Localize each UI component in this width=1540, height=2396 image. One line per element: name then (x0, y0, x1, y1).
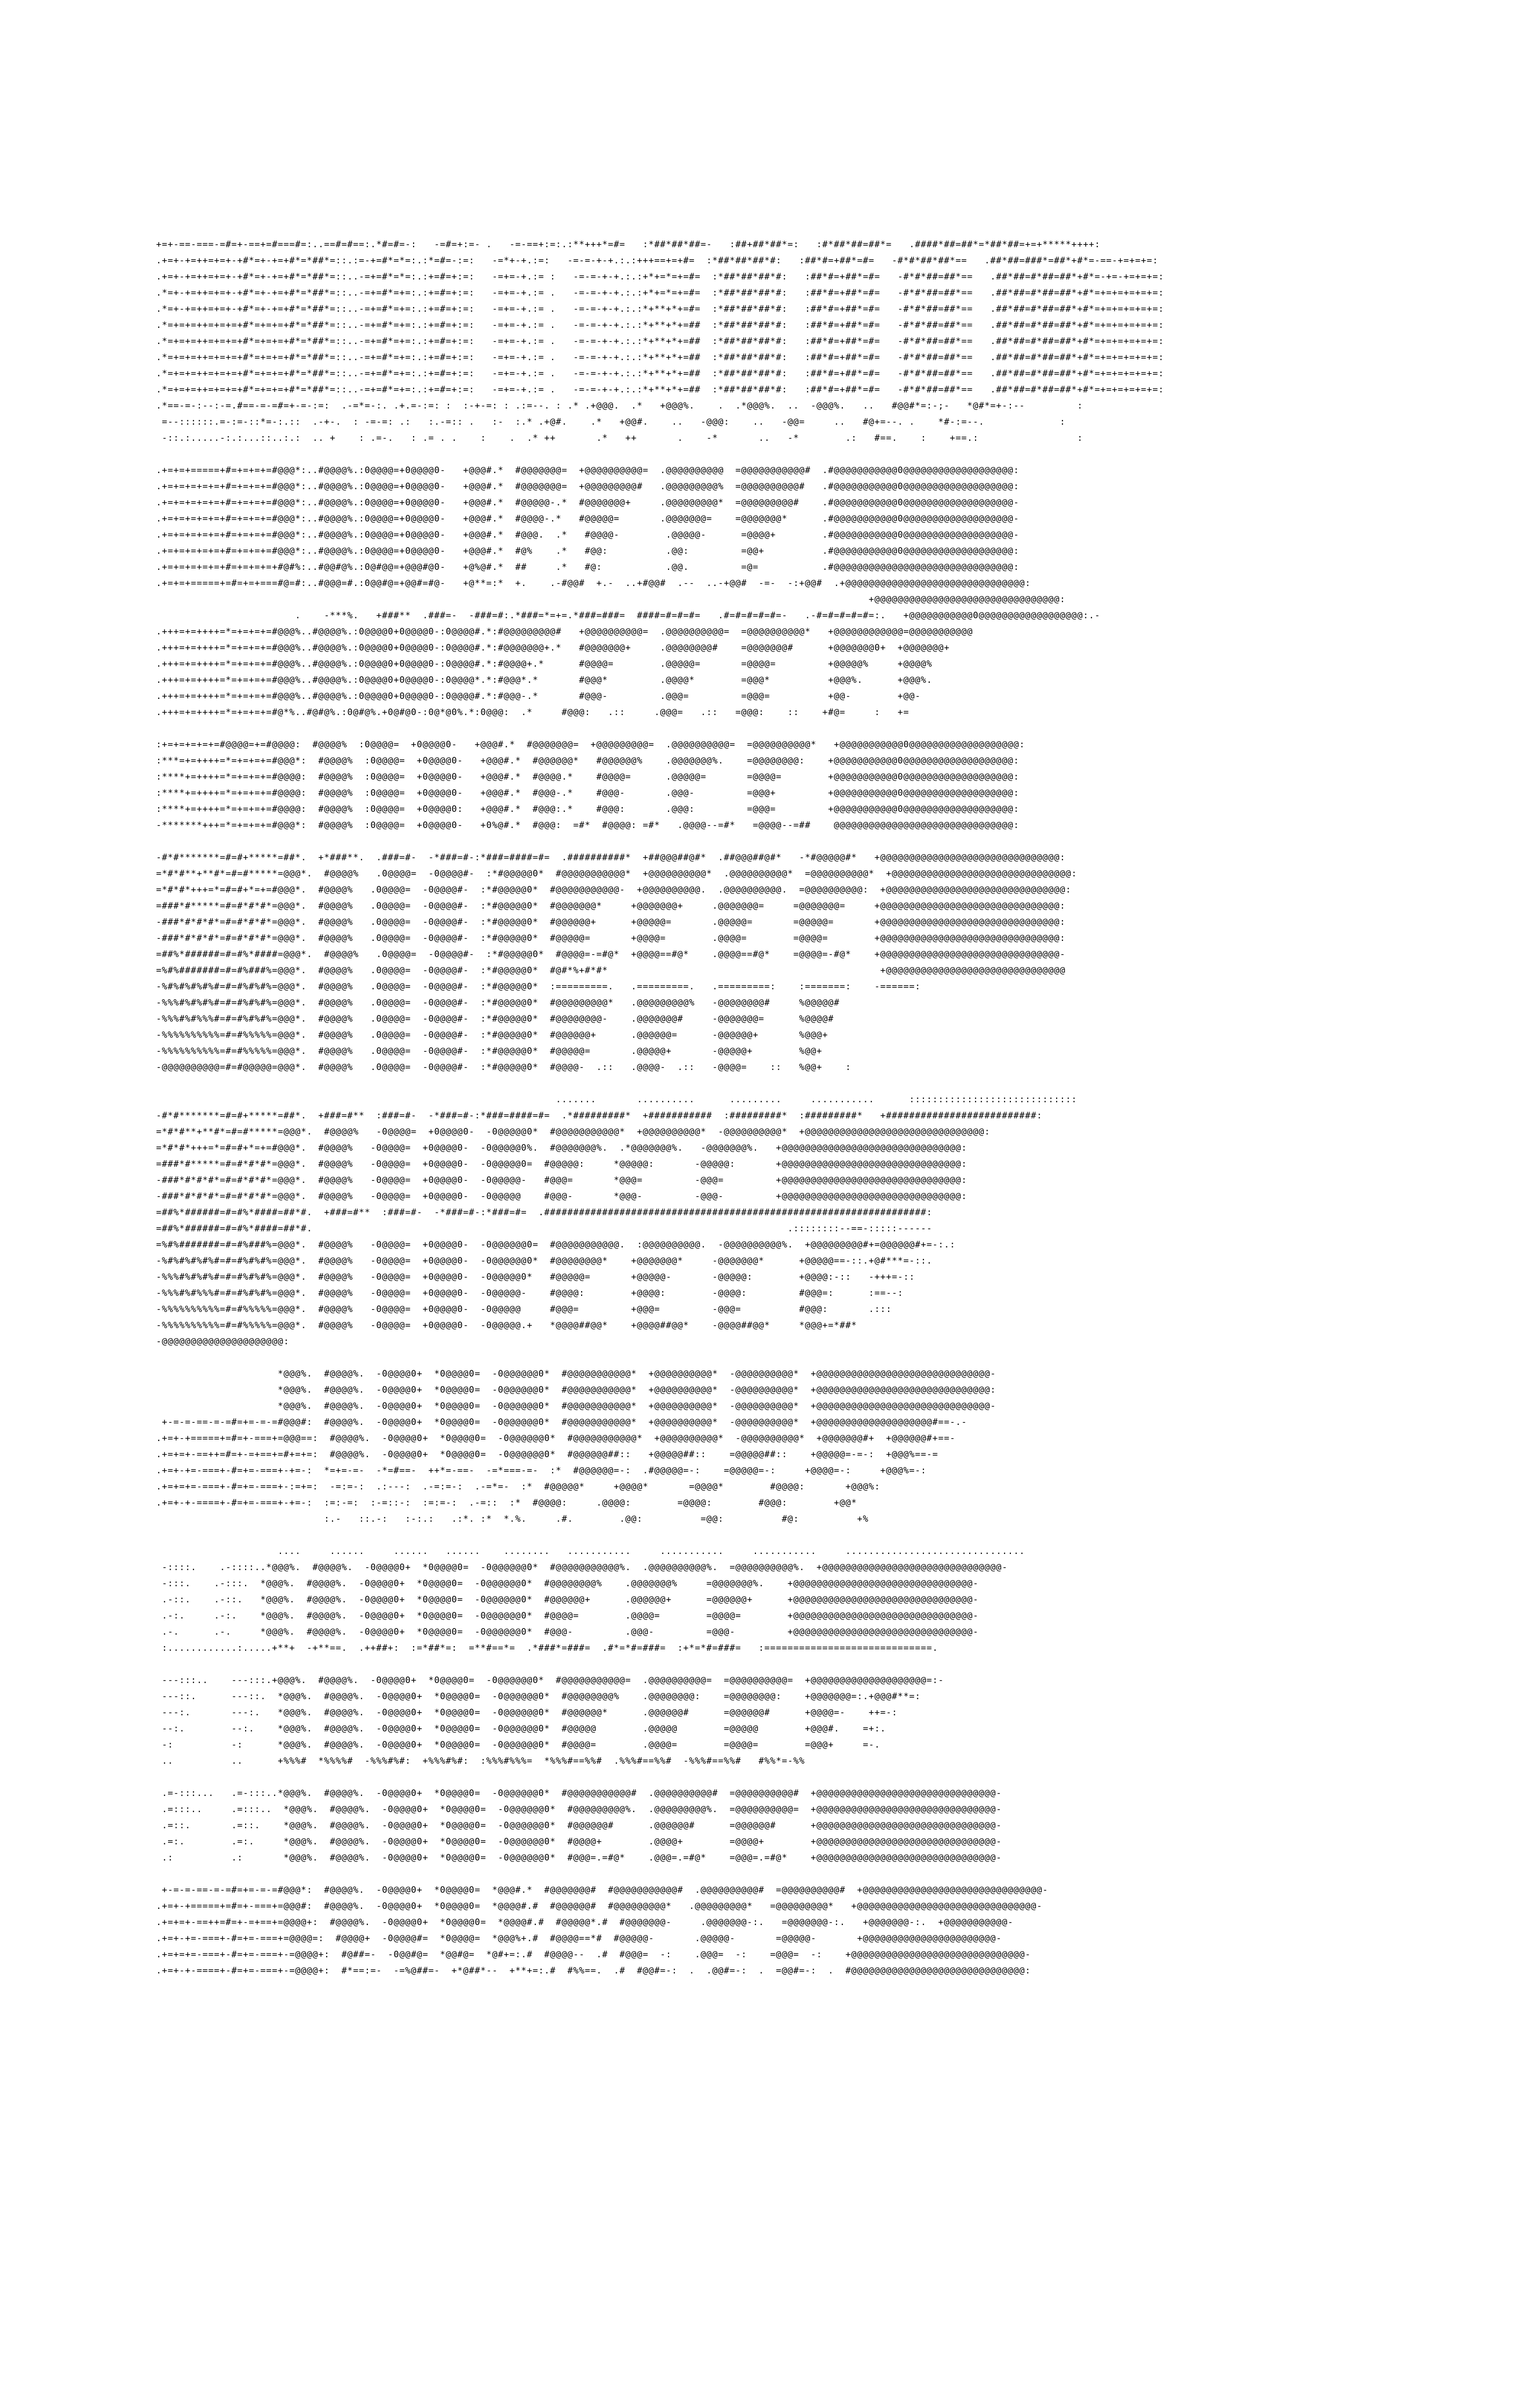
art-line: -%%%#%#%%%#=#=#%#%#%=@@@*. #@@@@% -0@@@@= +0@@@@0- -0@@@@@- #@@@@: +@@@@: -@@@@: #@@@=: :==--: (156, 1288, 904, 1298)
art-block (156, 1544, 1405, 1769)
art-line: *@@@%. #@@@@%. -0@@@@0+ *0@@@@0= -0@@@@@@0* #@@@@@@@@@@@* +@@@@@@@@@@* -@@@@@@@@@@* +@@@@@@@@@@@@@@@@@@@@@@@@@@@@@@- (156, 1401, 996, 1411)
art-line: .+=+=+-==++=#=+-=+==+=@@@@+: #@@@@%. -0@@@@0+ *0@@@@0= *@@@@#.# #@@@@@*.# #@@@@@@@- .@@@@@@@-:. =@@@@@@@-:. +@@@@@@@-:. +@@@@@@@@@@@- (156, 1917, 1013, 1928)
art-line: ....... .......... ......... ........... ::::::::::::::::::::::::::::: (156, 1094, 1077, 1105)
art-gap (156, 721, 1405, 737)
art-line: -%#%#%#%#%#=#=#%#%#%=@@@*. #@@@@% .0@@@@= -0@@@@#- :*#@@@@@0* :=========. .=========. .=========: :=======: -======: (156, 982, 921, 992)
art-line: *@@@%. #@@@@%. -0@@@@0+ *0@@@@0= -0@@@@@@0* #@@@@@@@@@@@* +@@@@@@@@@@* -@@@@@@@@@@* +@@@@@@@@@@@@@@@@@@@@@@@@@@@@@@: (156, 1385, 996, 1395)
art-line: .+++=+=++++=*=+=+=+=#@*%..#@#@%.:0@#@%.+0@#@0-:0@*@0%.*:0@@@: .* #@@@: .:: .@@@= .:: =@@@: :: +#@= : += (156, 707, 909, 718)
ascii-art (156, 237, 1405, 1979)
art-line: .=:::.. .=:::.. *@@@%. #@@@@%. -0@@@@0+ *0@@@@0= -0@@@@@@0* #@@@@@@@@@%. .@@@@@@@@@%. =@@@@@@@@@@= +@@@@@@@@@@@@@@@@@@@@@@@@@@@@@@@- (156, 1804, 1002, 1815)
art-line: .*=+=+=++=+=+=+#*=+=+=+#*=*##*=::..-=+=#*=+=:.:+=#=+:=: -=+=-+.:= . -=-=-+-+.:.:*+**+*+=## :*##*##*##*#: :##*#=+##*=#= -#*#*##=##*== .##*##=#*##=##*+#*=+=+=+=+=+=: (156, 385, 1164, 395)
art-line: .: .: *@@@%. #@@@@%. -0@@@@0+ *0@@@@0= -0@@@@@@0* #@@@=.=#@* .@@@=.=#@* =@@@=.=#@* +@@@@@@@@@@@@@@@@@@@@@@@@@@@@@@@- (156, 1853, 1002, 1863)
art-block (156, 850, 1405, 1076)
art-line: +-=-=-==-=-=#=+=-=-=#@@@*: #@@@@%. -0@@@@0+ *0@@@@0= *@@@#.* #@@@@@@@# #@@@@@@@@@@@# .@@@@@@@@@@# =@@@@@@@@@@# +@@@@@@@@@@@@@@@@@@@@@@@@@@@@@@@- (156, 1885, 1048, 1895)
art-line: -#*#*******=#=#+*****=##*. +*###**. .###=#- -*###=#-:*###=####=#= .##########* +##@@@##@#* .##@@@##@#* -*#@@@@@#* +@@@@@@@@@@@@@@@@@@@@@@@@@@@@@@@: (156, 852, 1066, 863)
art-gap (156, 447, 1405, 463)
art-line: .-:. .-:. *@@@%. #@@@@%. -0@@@@0+ *0@@@@0= -0@@@@@@0* #@@@@= .@@@@= =@@@@= +@@@@@@@@@@@@@@@@@@@@@@@@@@@@@@@- (156, 1611, 979, 1621)
art-line: .*==-=-:--:-=.#==-=-=#=+-=-:=: .-=*=-:. .+.=-:=: : :-+-=: : .:=--. : .* .+@@@. .* +@@@%. . .*@@@%. .. -@@@%. .. #@@#*=:-;- *@#*=+-:-- : (156, 401, 1083, 411)
art-line: :****+=++++=*=+=+=+=#@@@@: #@@@@% :0@@@@= +0@@@@0- +@@@#.* #@@@@.* #@@@@= .@@@@@= =@@@@= +@@@@@@@@@@@0@@@@@@@@@@@@@@@@@@@: (156, 772, 1020, 782)
art-gap (156, 1866, 1405, 1882)
art-line: -%%%#%#%#%#=#=#%#%#%=@@@*. #@@@@% -0@@@@= +0@@@@0- -0@@@@@0* #@@@@@= +@@@@@- -@@@@@: +@@@@:-:: -+++=-:: (156, 1272, 915, 1282)
art-line: .+++=+=++++=*=+=+=+=#@@@%..#@@@@%.:0@@@@0+0@@@@0-:0@@@@#.*:#@@@@+.* #@@@@= .@@@@@= =@@@@= +@@@@@% +@@@@% (156, 659, 933, 669)
art-line: .-. .-. *@@@%. #@@@@%. -0@@@@0+ *0@@@@0= -0@@@@@@0* #@@@- .@@@- =@@@- +@@@@@@@@@@@@@@@@@@@@@@@@@@@@@@@- (156, 1627, 979, 1637)
art-line: .=-:::... .=-:::..*@@@%. #@@@@%. -0@@@@0+ *0@@@@0= -0@@@@@@0* #@@@@@@@@@@@# .@@@@@@@@@@# =@@@@@@@@@@# +@@@@@@@@@@@@@@@@@@@@@@@@@@@@@@@- (156, 1788, 1002, 1799)
art-line: .+++=+=++++=*=+=+=+=#@@@%..#@@@@%.:0@@@@0+0@@@@0-:0@@@@#.*:#@@@-.* #@@@- .@@@= =@@@= +@@- +@@- (156, 691, 921, 702)
art-block (156, 237, 1405, 447)
art-line: -%%%#%#%#%#=#=#%#%#%=@@@*. #@@@@% .0@@@@= -0@@@@#- :*#@@@@@0* #@@@@@@@@@* .@@@@@@@@@% -@@@@@@@@# %@@@@@# (156, 998, 840, 1008)
art-line: -%%%%%%%%%%=#=#%%%%%=@@@*. #@@@@% -0@@@@= +0@@@@0- -0@@@@@.+ *@@@@##@@* +@@@@##@@* -@@@@##@@* *@@@+=*##* (156, 1320, 857, 1331)
art-line: =###*#*****=#=#*#*#*=@@@*. #@@@@% -0@@@@= +0@@@@0- -0@@@@@0= #@@@@@: *@@@@@: -@@@@@: +@@@@@@@@@@@@@@@@@@@@@@@@@@@@@@@: (156, 1159, 967, 1169)
art-line: -#*#*******=#=#+*****=##*. +###=#** :###=#- -*###=#-:*###=####=#= .*#########* +########### :#########* :#########* +##########################: (156, 1111, 1043, 1121)
art-line (156, 1656, 1405, 1673)
art-line: .+=+=+=+=+=+#=+=+=+=#@@@*:..#@@@@%.:0@@@@=+0@@@@0- +@@@#.* #@@@@-.* #@@@@@= .@@@@@@@= =@@@@@@@* .#@@@@@@@@@@@0@@@@@@@@@@@@@@@@@@@- (156, 514, 1020, 524)
art-block (156, 1786, 1405, 1866)
art-line: =##%*######=#=#%*####=##*#. +###=#** :###=#- -*###=#-:*###=#= .##################################################################: (156, 1207, 933, 1218)
art-line: -###*#*#*#*=#=#*#*#*=@@@*. #@@@@% -0@@@@= +0@@@@0- -0@@@@@- #@@@= *@@@= -@@@= +@@@@@@@@@@@@@@@@@@@@@@@@@@@@@@@: (156, 1175, 967, 1186)
art-line: :............:.....+**+ -+**==. .++##+: :=*##*=: =**#==*= .*###*=###= .#*=*#=###= :+*=*#=###= :=============================. (156, 1643, 939, 1653)
art-line: .*=+=+=++=+=+=+#*=+=+=+#*=*##*=::..-=+=#*=+=:.:+=#=+:=: -=+=-+.:= . -=-=-+-+.:.:*+**+*+=## :*##*##*##*#: :##*#=+##*=#= -#*#*##=##*== .##*##=#*##=##*+#*=+=+=+=+=+=: (156, 352, 1164, 363)
art-gap (156, 1527, 1405, 1544)
art-gap (156, 1350, 1405, 1366)
art-line: +-=-=-==-=-=#=+=-=-=#@@@#: #@@@@%. -0@@@@0+ *0@@@@0= -0@@@@@@0* #@@@@@@@@@@@* +@@@@@@@@@@* -@@@@@@@@@@* +@@@@@@@@@@@@@@@@@@@@#==-.- (156, 1417, 967, 1428)
art-line: .*=+-+=++=+=+-+#*=+-+=+#*=*##*=::..-=+=#*=+=:.:+=#=+:=: -=+=-+.:= . -=-=-+-+.:.:*+**+*+=#= :*##*##*##*#: :##*#=+##*=#= -#*#*##=##*== .##*##=#*##=##*+#*=+=+=+=+=+=: (156, 304, 1164, 314)
art-line: .+=+-+-====+-#=+=-===+-+=-: :=:-=: :-=::-: :=:=-: .-=:: :* #@@@@: .@@@@: =@@@@: #@@@: +@@* (156, 1498, 857, 1508)
art-gap (156, 1769, 1405, 1786)
art-line: .+=+=+=+=+=+#=+=+=+=#@@@*:..#@@@@%.:0@@@@=+0@@@@0- +@@@#.* #@@@@@@@= +@@@@@@@@@# .@@@@@@@@@% =@@@@@@@@@@# .#@@@@@@@@@@@0@@@@@@@@@@@@@@@@@@@: (156, 481, 1020, 492)
art-line: +=+-==-===-=#=+-==+=#===#=:..==#=#==:.*#=#=-: -=#=+:=- . -=-==+:=:.:**+++*=#= :*##*##*##=- :##+##*##*=: :#*##*##=##*= .####*##=##*=*##*##=+=+*****++++: (156, 239, 1100, 250)
art-line: .+=+=+=====+#=+=+=+=#@@@*:..#@@@@%.:0@@@@=+0@@@@0- +@@@#.* #@@@@@@@= +@@@@@@@@@@= .@@@@@@@@@@ =@@@@@@@@@@@# .#@@@@@@@@@@@0@@@@@@@@@@@@@@@@@@@: (156, 465, 1020, 476)
art-line: -: -: *@@@%. #@@@@%. -0@@@@0+ *0@@@@0= -0@@@@@@0* #@@@@= .@@@@= =@@@@= =@@@+ =-. (156, 1740, 880, 1750)
art-line: =%#%#######=#=#%###%=@@@*. #@@@@% .0@@@@= -0@@@@#- :*#@@@@@0* #@#*%+#*#* +@@@@@@@@@@@@@@@@@@@@@@@@@@@@@@@ (156, 965, 1066, 976)
art-line: :.- ::.-: :-:.: .:*. :* *.%. .#. .@@: =@@: #@: +% (156, 1514, 869, 1524)
art-line: .+=+-+=====+=#=+-===+=@@@#: #@@@@%. -0@@@@0+ *0@@@@0= *@@@@#.# #@@@@@@# #@@@@@@@@@* .@@@@@@@@@* =@@@@@@@@@* +@@@@@@@@@@@@@@@@@@@@@@@@@@@@@@@- (156, 1901, 1043, 1911)
art-line: . -***%. +###** .###=- -###=#:.*###=*=+=.*###=###= ####=#=#=#= .#=#=#=#=#=- .-#=#=#=#=#=:. +@@@@@@@@@@@0@@@@@@@@@@@@@@@@@@:.- (156, 610, 1100, 621)
art-line: -@@@@@@@@@@@@@@@@@@@@@: (156, 1336, 290, 1347)
art-line: =###*#*****=#=#*#*#*=@@@*. #@@@@% .0@@@@= -0@@@@#- :*#@@@@@0* #@@@@@@@* +@@@@@@@+ .@@@@@@@= =@@@@@@@= +@@@@@@@@@@@@@@@@@@@@@@@@@@@@@@@: (156, 901, 1066, 911)
art-line: .+=+=+=+=+=+#=+=+=+=#@@@*:..#@@@@%.:0@@@@=+0@@@@0- +@@@#.* #@@@. .* #@@@@- .@@@@@- =@@@@+ .#@@@@@@@@@@@0@@@@@@@@@@@@@@@@@@@- (156, 530, 1020, 540)
art-line: .*=+=+=++=+=+=+#*=+=+=+#*=*##*=::..-=+=#*=+=:.:+=#=+:=: -=+=-+.:= . -=-=-+-+.:.:*+**+*+=## :*##*##*##*#: :##*#=+##*=#= -#*#*##=##*== .##*##=#*##=##*+#*=+=+=+=+=+=: (156, 368, 1164, 379)
art-line: .+=+-+=++=+=+-+#*=+-+=+#*=*##*=::.:=-+=#*=*=:.:*=#=-:=: -=*+-+.:=: -=-=-+-+.:.:+++==+=+#= :*##*##*##*#: :##*#=+##*=#= -#*#*##*##*== .##*##=###*=##*+#*=-==-+=+=+=: (156, 256, 1159, 266)
art-line: .+=+=+=+=+=+#=+=+=+=+#@#%:..#@@#@%.:0@#@@=+@@@#@0- +@%@#.* ## .* #@: .@@. =@= .#@@@@@@@@@@@@@@@@@@@@@@@@@@@@@@@: (156, 562, 1020, 572)
art-line: .+=+-+=-===+-#=+=-===+-+=-: *=+=-=- -*=#==- ++*=-==- -=*===-=- :* #@@@@@@=-: .#@@@@@=-: =@@@@@=-: +@@@@=-: +@@@%=-: (156, 1465, 927, 1476)
art-line: .+=+=+=====+=#=+=+===#@=#:..#@@@=#.:0@@#@=+@@#=#@- +@**=:* +. .-#@@# +.- ..+#@@# .-- ..-+@@# -=- -:+@@# .+@@@@@@@@@@@@@@@@@@@@@@@@@@@@@@@: (156, 578, 1031, 589)
art-line: =*#*#*+++=*=#=#+*=+=#@@@*. #@@@@% -0@@@@= +0@@@@0- -0@@@@@0%. #@@@@@@@%. .*@@@@@@@%. -@@@@@@@%. +@@@@@@@@@@@@@@@@@@@@@@@@@@@@@@@: (156, 1143, 967, 1153)
art-line: .*=+=+=++=+=+=+#*=+=+=+#*=*##*=::..-=+=#*=+=:.:+=#=+:=: -=+=-+.:= . -=-=-+-+.:.:*+**+*+=## :*##*##*##*#: :##*#=+##*=#= -#*#*##=##*== .##*##=#*##=##*+#*=+=+=+=+=+=: (156, 320, 1164, 330)
art-line: ---:::.. ---:::.+@@@%. #@@@@%. -0@@@@0+ *0@@@@0= -0@@@@@@0* #@@@@@@@@@@@= .@@@@@@@@@@= =@@@@@@@@@@= +@@@@@@@@@@@@@@@@@@@@=:- (156, 1675, 944, 1686)
art-line: .+=+=+=+=+=+#=+=+=+=#@@@*:..#@@@@%.:0@@@@=+0@@@@0- +@@@#.* #@% .* #@@: .@@: =@@+ .#@@@@@@@@@@@0@@@@@@@@@@@@@@@@@@@: (156, 546, 1020, 556)
art-line: =##%*######=#=#%*####=##*#. .::::::::--==-:::::------ (156, 1224, 933, 1234)
art-line: *@@@%. #@@@@%. -0@@@@0+ *0@@@@0= -0@@@@@@0* #@@@@@@@@@@@* +@@@@@@@@@@* -@@@@@@@@@@* +@@@@@@@@@@@@@@@@@@@@@@@@@@@@@@- (156, 1369, 996, 1379)
art-line: .+=+-+=-===+-#=+=-===+=@@@@=: #@@@@+ -0@@@@#= *0@@@@= *@@@%+.# #@@@@==*# #@@@@@- .@@@@@- =@@@@@- +@@@@@@@@@@@@@@@@@@@@@@@- (156, 1933, 1002, 1944)
art-line: -:::. .-:::. *@@@%. #@@@@%. -0@@@@0+ *0@@@@0= -0@@@@@@0* #@@@@@@@@% .@@@@@@@% =@@@@@@@%. +@@@@@@@@@@@@@@@@@@@@@@@@@@@@@@@- (156, 1578, 979, 1589)
art-line: -%%%#%#%%%#=#=#%#%#%=@@@*. #@@@@% .0@@@@= -0@@@@#- :*#@@@@@0* #@@@@@@@@- .@@@@@@@# -@@@@@@@= %@@@@# (156, 1014, 834, 1024)
art-line: -*******+++=*=+=+=+=#@@@*: #@@@@% :0@@@@= +0@@@@0- +0%@#.* #@@@: =#* #@@@@: =#* .@@@@--=#* =@@@@--=## @@@@@@@@@@@@@@@@@@@@@@@@@@@@@@@: (156, 820, 1020, 831)
art-line: -@@@@@@@@@@=#=#@@@@@=@@@*. #@@@@% .0@@@@= -0@@@@#- :*#@@@@@0* #@@@@- .:: .@@@@- .:: -@@@@= :: %@@+ : (156, 1062, 852, 1073)
art-line: .+=+-+-====+-#=+=-===+-=@@@@+: #*==:=- -=%@##=- +*@##*-- +**+=:.# #%%==. .# #@@#=-: . .@@#=-: . =@@#=-: . #@@@@@@@@@@@@@@@@@@@@@@@@@@@@@@: (156, 1966, 1031, 1976)
art-line: =*#*#**+**#*=#=#*****=@@@*. #@@@@% .0@@@@= -0@@@@#- :*#@@@@@0* #@@@@@@@@@@@* +@@@@@@@@@@* .@@@@@@@@@@* =@@@@@@@@@@* +@@@@@@@@@@@@@@@@@@@@@@@@@@@@@@@: (156, 869, 1077, 879)
art-line: -::::. .-::::..*@@@%. #@@@@%. -0@@@@0+ *0@@@@0= -0@@@@@@0* #@@@@@@@@@@@%. .@@@@@@@@@@%. =@@@@@@@@@@%. +@@@@@@@@@@@@@@@@@@@@@@@@@@@@@@@- (156, 1562, 1008, 1573)
art-line: -%%%%%%%%%%=#=#%%%%%=@@@*. #@@@@% .0@@@@= -0@@@@#- :*#@@@@@0* #@@@@@= .@@@@@+ -@@@@@+ %@@+ (156, 1046, 823, 1056)
art-line: .=:. .=:. *@@@%. #@@@@%. -0@@@@0+ *0@@@@0= -0@@@@@@0* #@@@@+ .@@@@+ =@@@@+ +@@@@@@@@@@@@@@@@@@@@@@@@@@@@@@@- (156, 1837, 1002, 1847)
art-line: ---:. ---:. *@@@%. #@@@@%. -0@@@@0+ *0@@@@0= -0@@@@@@0* #@@@@@@* .@@@@@@# =@@@@@@# +@@@@=- ++=-: (156, 1707, 898, 1718)
art-line: -%%%%%%%%%%=#=#%%%%%=@@@*. #@@@@% .0@@@@= -0@@@@#- :*#@@@@@0* #@@@@@@+ .@@@@@@= -@@@@@@+ %@@@+ (156, 1030, 828, 1040)
art-line: .+++=+=++++=*=+=+=+=#@@@%..#@@@@%.:0@@@@0+0@@@@0-:0@@@@#.*:#@@@@@@@+.* #@@@@@@@+ .@@@@@@@@# =@@@@@@@# +@@@@@@@0+ +@@@@@@@+ (156, 643, 950, 653)
art-line: .*=+=+=++=+=+=+#*=+=+=+#*=*##*=::..-=+=#*=+=:.:+=#=+:=: -=+=-+.:= . -=-=-+-+.:.:*+**+*+=## :*##*##*##*#: :##*#=+##*=#= -#*#*##=##*== .##*##=#*##=##*+#*=+=+=+=+=+=: (156, 336, 1164, 347)
art-line: -###*#*#*#*=#=#*#*#*=@@@*. #@@@@% -0@@@@= +0@@@@0- -0@@@@@ #@@@- *@@@- -@@@- +@@@@@@@@@@@@@@@@@@@@@@@@@@@@@@@: (156, 1191, 967, 1202)
art-gap (156, 1076, 1405, 1092)
art-gap (156, 834, 1405, 850)
art-line: .+=+-+=++=+=+-+#*=+-+=+#*=*##*=::..-=+=#*=*=:.:+=#=+:=: -=+=-+.:= : -=-=-+-+.:.:+*+=*=+=#= :*##*##*##*#: :##*#=+##*=#= -#*#*##=##*== .##*##=#*##=##*+#*=-+=-+=+=+=: (156, 272, 1164, 282)
art-line: ---::. ---::. *@@@%. #@@@@%. -0@@@@0+ *0@@@@0= -0@@@@@@0* #@@@@@@@@% .@@@@@@@@: =@@@@@@@@: +@@@@@@@=:.+@@@#**=: (156, 1691, 921, 1702)
art-line: =--::::::.=-:=-::*=-:.:: .-+-. : -=-=: .: :.-=:: . :- :.* .+@#. .* +@@#. .. -@@@: .. -@@= .. #@+=--. . *#-:=--. : (156, 417, 1066, 427)
art-line: .+++=+=++++=*=+=+=+=#@@@%..#@@@@%.:0@@@@0+0@@@@0-:0@@@@#.*:#@@@@@@@@@# +@@@@@@@@@@= .@@@@@@@@@@= =@@@@@@@@@@* +@@@@@@@@@@@@=@@@@@@@@@@@ (156, 627, 973, 637)
art-line: .+=+=+-==++=#=+-=+==+=#+=+=: #@@@@%. -0@@@@0+ *0@@@@0= -0@@@@@@0* #@@@@@@##:: +@@@@@##:: =@@@@@##:: +@@@@@=-=-: +@@@%==-= (156, 1449, 939, 1460)
art-line: .... ...... ...... ...... ........ ........... ........... ........... ............................... (156, 1546, 1025, 1557)
art-line: :****+=++++=*=+=+=+=#@@@@: #@@@@% :0@@@@= +0@@@@0- +@@@#.* #@@@-.* #@@@- .@@@- =@@@+ +@@@@@@@@@@@0@@@@@@@@@@@@@@@@@@@: (156, 788, 1020, 798)
art-line: .+=+=+=+=+=+#=+=+=+=#@@@*:..#@@@@%.:0@@@@=+0@@@@0- +@@@#.* #@@@@@-.* #@@@@@@@+ .@@@@@@@@@* =@@@@@@@@@# .#@@@@@@@@@@@0@@@@@@@@@@@@@@@@@@@- (156, 498, 1020, 508)
art-line: -%#%#%#%#%#=#=#%#%#%=@@@*. #@@@@% -0@@@@= +0@@@@0- -0@@@@@@0* #@@@@@@@@* +@@@@@@@* -@@@@@@@* +@@@@@==-::.+@#***=-::. (156, 1256, 933, 1266)
art-line: -###*#*#*#*=#=#*#*#*=@@@*. #@@@@% .0@@@@= -0@@@@#- :*#@@@@@0* #@@@@@@+ +@@@@@= .@@@@@= =@@@@@= +@@@@@@@@@@@@@@@@@@@@@@@@@@@@@@@: (156, 917, 1066, 927)
art-block (156, 1882, 1405, 1979)
art-block (156, 1092, 1405, 1350)
art-line: =*#*#*+++=*=#=#+*=+=#@@@*. #@@@@% .0@@@@= -0@@@@#- :*#@@@@@0* #@@@@@@@@@@@- +@@@@@@@@@@. .@@@@@@@@@@. =@@@@@@@@@@: +@@@@@@@@@@@@@@@@@@@@@@@@@@@@@@@: (156, 885, 1072, 895)
art-line: .=::. .=::. *@@@%. #@@@@%. -0@@@@0+ *0@@@@0= -0@@@@@@0* #@@@@@@# .@@@@@@# =@@@@@@# +@@@@@@@@@@@@@@@@@@@@@@@@@@@@@@@- (156, 1820, 1002, 1831)
art-line: --:. --:. *@@@%. #@@@@%. -0@@@@0+ *0@@@@0= -0@@@@@@0* #@@@@@ .@@@@@ =@@@@@ +@@@#. =+:. (156, 1724, 886, 1734)
art-line: .*=+-+=++=+=+-+#*=+-+=+#*=*##*=::..-=+=#*=+=:.:+=#=+:=: -=+=-+.:= . -=-=-+-+.:.:+*+=*=+=#= :*##*##*##*#: :##*#=+##*=#= -#*#*##=##*== .##*##=#*##=##*+#*=+=+=+=+=+=: (156, 288, 1164, 298)
art-line: .+++=+=++++=*=+=+=+=#@@@%..#@@@@%.:0@@@@0+0@@@@0-:0@@@@*.*:#@@@*.* #@@@* .@@@@* =@@@* +@@@%. +@@@%. (156, 675, 933, 685)
art-line: .+=+=+=-===+-#=+=-===+-:=+=: -=:=-: .:---: .-=:=-: .-=*=- :* #@@@@@* +@@@@* =@@@@* #@@@@: +@@@%: (156, 1482, 880, 1492)
art-line: =*#*#**+**#*=#=#*****=@@@*. #@@@@% -0@@@@= +0@@@@0- -0@@@@@0* #@@@@@@@@@@@* +@@@@@@@@@@* -@@@@@@@@@@* +@@@@@@@@@@@@@@@@@@@@@@@@@@@@@@@: (156, 1127, 991, 1137)
art-line: :+=+=+=+=+=#@@@@=+=#@@@@: #@@@@% :0@@@@= +0@@@@0- +@@@#.* #@@@@@@@= +@@@@@@@@@= .@@@@@@@@@@= =@@@@@@@@@@* +@@@@@@@@@@@0@@@@@@@@@@@@@@@@@@@: (156, 740, 1025, 750)
art-line: =##%*######=#=#%*####=@@@*. #@@@@% .0@@@@= -0@@@@#- :*#@@@@@0* #@@@@=-=#@* +@@@@==#@* .@@@@==#@* =@@@@=-#@* +@@@@@@@@@@@@@@@@@@@@@@@@@@@@@@@- (156, 949, 1066, 960)
art-block (156, 463, 1405, 721)
art-line: .. .. +%%%# *%%%%# -%%%#%#: +%%%#%#: :%%%#%%%= *%%%#==%%# .%%%#==%%# -%%%#==%%# #%%*=-%% (156, 1756, 805, 1766)
art-line: +@@@@@@@@@@@@@@@@@@@@@@@@@@@@@@@@: (156, 594, 1066, 605)
art-block (156, 1366, 1405, 1527)
art-line: :***=+=++++=*=+=+=+=#@@@*: #@@@@% :0@@@@= +0@@@@0- +@@@#.* #@@@@@@* #@@@@@@% .@@@@@@@%. =@@@@@@@@: +@@@@@@@@@@@0@@@@@@@@@@@@@@@@@@@: (156, 756, 1020, 766)
art-line: =%#%#######=#=#%###%=@@@*. #@@@@% -0@@@@= +0@@@@0- -0@@@@@@0= #@@@@@@@@@@@. :@@@@@@@@@@. -@@@@@@@@@@%. +@@@@@@@@@#+=@@@@@@#+=-:.: (156, 1240, 956, 1250)
art-line: .-::. .-::. *@@@%. #@@@@%. -0@@@@0+ *0@@@@0= -0@@@@@@0* #@@@@@@+ .@@@@@@+ =@@@@@@+ +@@@@@@@@@@@@@@@@@@@@@@@@@@@@@@@- (156, 1595, 979, 1605)
art-line: .+=+=+=-===+-#=+=-===+-=@@@@+: #@##=- -0@@#@= *@@#@= *@#+=:.# #@@@@-- .# #@@@= -: .@@@= -: =@@@= -: +@@@@@@@@@@@@@@@@@@@@@@@@@@@@@@- (156, 1949, 1031, 1960)
art-line: -%%%%%%%%%%=#=#%%%%%=@@@*. #@@@@% -0@@@@= +0@@@@0- -0@@@@@ #@@@= +@@@= -@@@= #@@@: .::: (156, 1304, 892, 1315)
art-block (156, 737, 1405, 834)
art-line: -::.:.....-:.:...::..:.: .. + : .=-. : .= . . : . .* ++ .* ++ . -* .. -* .: #==. : +==.: : (156, 433, 1083, 443)
art-line: :****+=++++=*=+=+=+=#@@@@: #@@@@% :0@@@@= +0@@@@0: +@@@#.* #@@@:.* #@@@: .@@@: =@@@= +@@@@@@@@@@@0@@@@@@@@@@@@@@@@@@@: (156, 804, 1020, 814)
art-line: .+=+-+=====+=#=+-===+=@@@==: #@@@@%. -0@@@@0+ *0@@@@0= -0@@@@@@0* #@@@@@@@@@@@* +@@@@@@@@@@* -@@@@@@@@@@* +@@@@@@@#+ +@@@@@@#+==- (156, 1433, 956, 1444)
art-line: -###*#*#*#*=#=#*#*#*=@@@*. #@@@@% .0@@@@= -0@@@@#- :*#@@@@@0* #@@@@@= +@@@@= .@@@@= =@@@@= +@@@@@@@@@@@@@@@@@@@@@@@@@@@@@@@: (156, 933, 1066, 944)
